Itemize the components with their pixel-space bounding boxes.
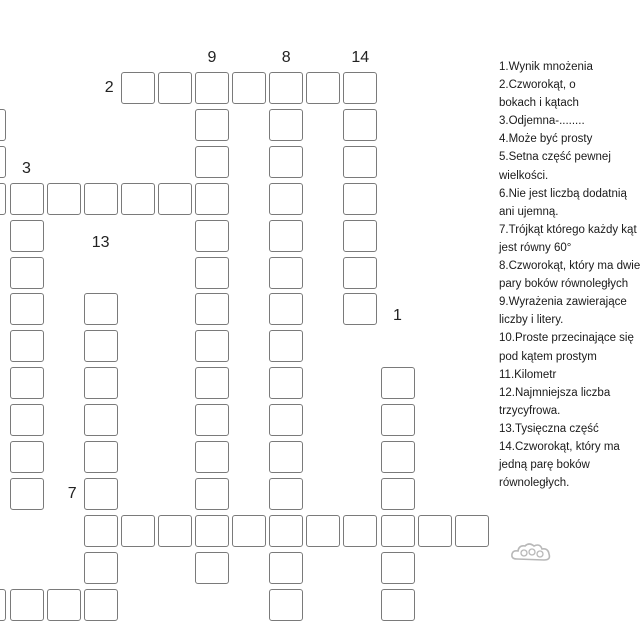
crossword-cell[interactable] bbox=[195, 220, 229, 252]
clue-line: pary boków równoległych bbox=[499, 278, 629, 291]
crossword-cell[interactable] bbox=[158, 183, 192, 215]
crossword-cell[interactable] bbox=[195, 478, 229, 510]
clue-line: 1.Wynik mnożenia bbox=[499, 61, 593, 73]
crossword-cell[interactable] bbox=[10, 367, 44, 399]
crossword-cell[interactable] bbox=[269, 330, 303, 362]
clues-list bbox=[499, 58, 640, 498]
crossword-cell[interactable] bbox=[195, 293, 229, 325]
crossword-cell[interactable] bbox=[84, 441, 118, 473]
crossword-cell[interactable] bbox=[269, 367, 303, 399]
crossword-cell[interactable] bbox=[121, 515, 155, 547]
crossword-cell[interactable] bbox=[269, 478, 303, 510]
crossword-cell[interactable] bbox=[195, 404, 229, 436]
crossword-cell[interactable] bbox=[343, 293, 377, 325]
crossword-cell[interactable] bbox=[269, 72, 303, 104]
clue-line: trzycyfrowa. bbox=[499, 404, 561, 417]
crossword-cell[interactable] bbox=[343, 109, 377, 141]
crossword-cell[interactable] bbox=[10, 293, 44, 325]
clue-number-3: 3 bbox=[22, 159, 31, 177]
crossword-cell[interactable] bbox=[195, 515, 229, 547]
crossword-cell[interactable] bbox=[158, 515, 192, 547]
crossword-cell[interactable] bbox=[84, 293, 118, 325]
crossword-cell[interactable] bbox=[10, 478, 44, 510]
crossword-cell[interactable] bbox=[10, 220, 44, 252]
clue-number-1: 1 bbox=[393, 307, 402, 325]
clue-number-2: 2 bbox=[104, 79, 114, 96]
clue-line: 5.Setna część pewnej bbox=[499, 151, 611, 164]
crossword-cell[interactable] bbox=[269, 552, 303, 584]
crossword-cell[interactable] bbox=[0, 183, 6, 215]
crossword-cell[interactable] bbox=[10, 183, 44, 215]
clue-number-8: 8 bbox=[281, 49, 291, 66]
crossword-cell[interactable] bbox=[455, 515, 489, 547]
crossword-cell[interactable] bbox=[269, 441, 303, 473]
clue-number-13: 13 bbox=[91, 233, 110, 251]
clue-line: 14.Czworokąt, który ma bbox=[499, 440, 620, 453]
clue-line: bokach i kątach bbox=[499, 97, 579, 110]
clue-number-14: 14 bbox=[351, 49, 370, 66]
crossword-cell[interactable] bbox=[381, 367, 415, 399]
crossword-cell[interactable] bbox=[47, 589, 81, 621]
crossword-cell[interactable] bbox=[10, 441, 44, 473]
crossword-cell[interactable] bbox=[10, 257, 44, 289]
clue-line: 2.Czworokąt, o bbox=[499, 79, 576, 92]
crossword-cell[interactable] bbox=[195, 367, 229, 399]
crossword-cell[interactable] bbox=[195, 441, 229, 473]
crossword-cell[interactable] bbox=[343, 146, 377, 178]
crossword-cell[interactable] bbox=[343, 515, 377, 547]
crossword-cell[interactable] bbox=[269, 220, 303, 252]
clue-line: 10.Proste przecinające się bbox=[499, 332, 634, 345]
crossword-cell[interactable] bbox=[381, 589, 415, 621]
crossword-cell[interactable] bbox=[0, 109, 6, 141]
cloud-icon bbox=[509, 541, 553, 565]
crossword-cell[interactable] bbox=[195, 330, 229, 362]
crossword-cell[interactable] bbox=[84, 552, 118, 584]
crossword-cell[interactable] bbox=[343, 183, 377, 215]
crossword-cell[interactable] bbox=[269, 404, 303, 436]
crossword-cell[interactable] bbox=[84, 515, 118, 547]
crossword-cell[interactable] bbox=[343, 220, 377, 252]
crossword-cell[interactable] bbox=[232, 515, 266, 547]
crossword-cell[interactable] bbox=[84, 183, 118, 215]
crossword-cell[interactable] bbox=[84, 478, 118, 510]
clue-line: 7.Trójkąt którego każdy kąt bbox=[499, 223, 637, 236]
crossword-cell[interactable] bbox=[121, 72, 155, 104]
crossword-cell[interactable] bbox=[269, 257, 303, 289]
clue-line: jedną parę boków bbox=[499, 459, 590, 472]
crossword-cell[interactable] bbox=[381, 404, 415, 436]
clue-line: równoległych. bbox=[499, 477, 570, 490]
crossword-cell[interactable] bbox=[418, 515, 452, 547]
crossword-cell[interactable] bbox=[195, 257, 229, 289]
crossword-cell[interactable] bbox=[47, 183, 81, 215]
crossword-cell[interactable] bbox=[195, 183, 229, 215]
crossword-cell[interactable] bbox=[10, 404, 44, 436]
crossword-cell[interactable] bbox=[84, 404, 118, 436]
crossword-cell[interactable] bbox=[84, 367, 118, 399]
clue-line: 3.Odjemna-........ bbox=[499, 115, 585, 128]
crossword-cell[interactable] bbox=[343, 257, 377, 289]
crossword-cell[interactable] bbox=[84, 589, 118, 621]
clue-line: 6.Nie jest liczbą dodatnią bbox=[499, 187, 627, 200]
crossword-cell[interactable] bbox=[306, 72, 340, 104]
crossword-cell[interactable] bbox=[381, 552, 415, 584]
clue-line: 12.Najmniejsza liczba bbox=[499, 386, 611, 399]
clue-line: pod kątem prostym bbox=[499, 350, 597, 363]
crossword-cell[interactable] bbox=[232, 72, 266, 104]
crossword-cell[interactable] bbox=[0, 589, 6, 621]
crossword-cell[interactable] bbox=[0, 146, 6, 178]
clue-line: 13.Tysięczna część bbox=[499, 422, 599, 435]
crossword-cell[interactable] bbox=[269, 109, 303, 141]
crossword-cell[interactable] bbox=[269, 183, 303, 215]
clue-number-7: 7 bbox=[67, 484, 77, 502]
crossword-cell[interactable] bbox=[10, 330, 44, 362]
clue-line: ani ujemną. bbox=[499, 205, 559, 218]
crossword-cell[interactable] bbox=[269, 515, 303, 547]
crossword-cell[interactable] bbox=[195, 72, 229, 104]
crossword-cell[interactable] bbox=[269, 589, 303, 621]
crossword-cell[interactable] bbox=[306, 515, 340, 547]
crossword-cell[interactable] bbox=[10, 589, 44, 621]
crossword-cell[interactable] bbox=[158, 72, 192, 104]
clue-line: wielkości. bbox=[499, 169, 549, 182]
crossword-cell[interactable] bbox=[381, 515, 415, 547]
clue-line: jest równy 60° bbox=[499, 241, 572, 254]
crossword-cell[interactable] bbox=[195, 552, 229, 584]
crossword-cell[interactable] bbox=[269, 293, 303, 325]
crossword-cell[interactable] bbox=[195, 146, 229, 178]
clue-line: 9.Wyrażenia zawierające bbox=[499, 296, 627, 309]
crossword-cell[interactable] bbox=[343, 72, 377, 104]
clue-line: 4.Może być prosty bbox=[499, 133, 593, 146]
crossword-cell[interactable] bbox=[84, 330, 118, 362]
crossword-cell[interactable] bbox=[195, 109, 229, 141]
clue-line: 8.Czworokąt, który ma dwie bbox=[499, 260, 640, 273]
crossword-cell[interactable] bbox=[121, 183, 155, 215]
clue-line: liczby i litery. bbox=[499, 314, 564, 327]
crossword-cell[interactable] bbox=[381, 478, 415, 510]
crossword-cell[interactable] bbox=[381, 441, 415, 473]
clue-number-9: 9 bbox=[207, 49, 217, 66]
crossword-cell[interactable] bbox=[269, 146, 303, 178]
clue-line: 11.Kilometr bbox=[499, 368, 557, 381]
